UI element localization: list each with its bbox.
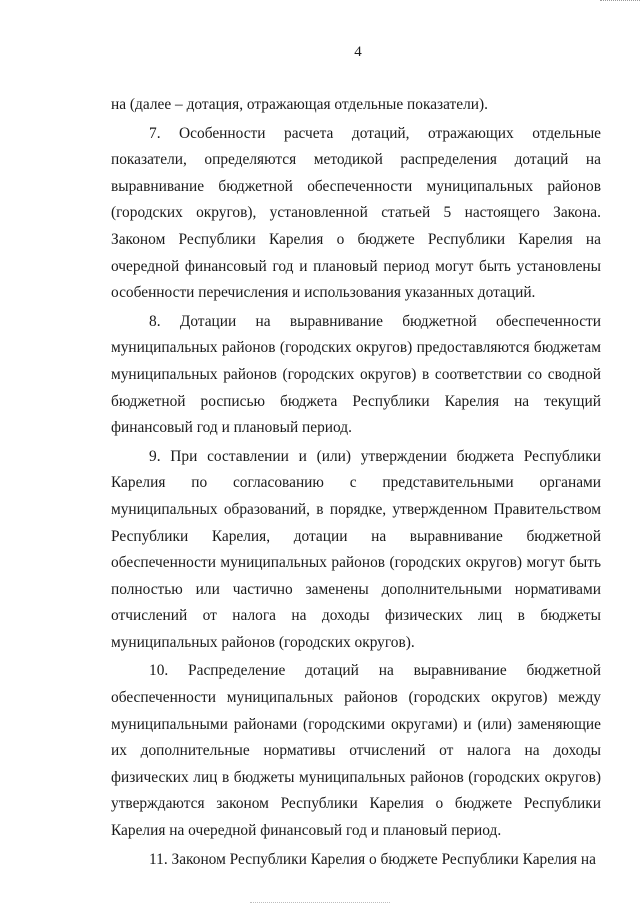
- paragraph-7: 7. Особенности расчета дотаций, отражающих отдельные показатели, определяются методикой распределения дотаций на выравнивание бюджетной обеспеченности муниципальных районов (городских округов), установленной статьей 5 настоящего Закона. Законом Республики Карелия о бюджете Республики Карелия на очередной финансовый год и плановый период могут быть установлены особенности перечисления и использования указанных дотаций.: [111, 124, 601, 302]
- paragraph-9: 9. При составлении и (или) утверждении бюджета Республики Карелия по согласованию с представительными органами муниципальных образований, в порядке, утвержденном Правительством Республики Карелия, дотации на выравнивание бюджетной обеспеченности муниципальных районов (городских округов) могут быть полностью или частично заменены дополнительными нормативами отчислений от налога на доходы физических лиц в бюджеты муниципальных районов (городских округов).: [111, 447, 601, 651]
- page-number: 4: [354, 44, 362, 60]
- scan-bottom-mark: [250, 900, 390, 903]
- paragraph-continuation: на (далее – дотация, отражающая отдельные показатели).: [111, 96, 488, 113]
- document-body: [111, 92, 601, 873]
- paragraph-10: 10. Распределение дотаций на выравнивание бюджетной обеспеченности муниципальных районов (городских округов) между муниципальными районами (городскими округами) и (или) заменяющие их дополнительные нормативы отчислений от налога на доходы физических лиц в бюджеты муниципальных районов (городских округов) утверждаются законом Республики Карелия о бюджете Республики Карелия на очередной финансовый год и плановый период.: [111, 662, 601, 840]
- paragraph-8: 8. Дотации на выравнивание бюджетной обеспеченности муниципальных районов (городских округов) предоставляются бюджетам муниципальных районов (городских округов) в соответствии со сводной бюджетной росписью бюджета Республики Карелия на текущий финансовый год и плановый период.: [111, 312, 601, 437]
- paragraph-11: 11. Законом Республики Карелия о бюджете Республики Карелия на: [149, 850, 596, 868]
- scan-edge-mark: [600, 0, 640, 4]
